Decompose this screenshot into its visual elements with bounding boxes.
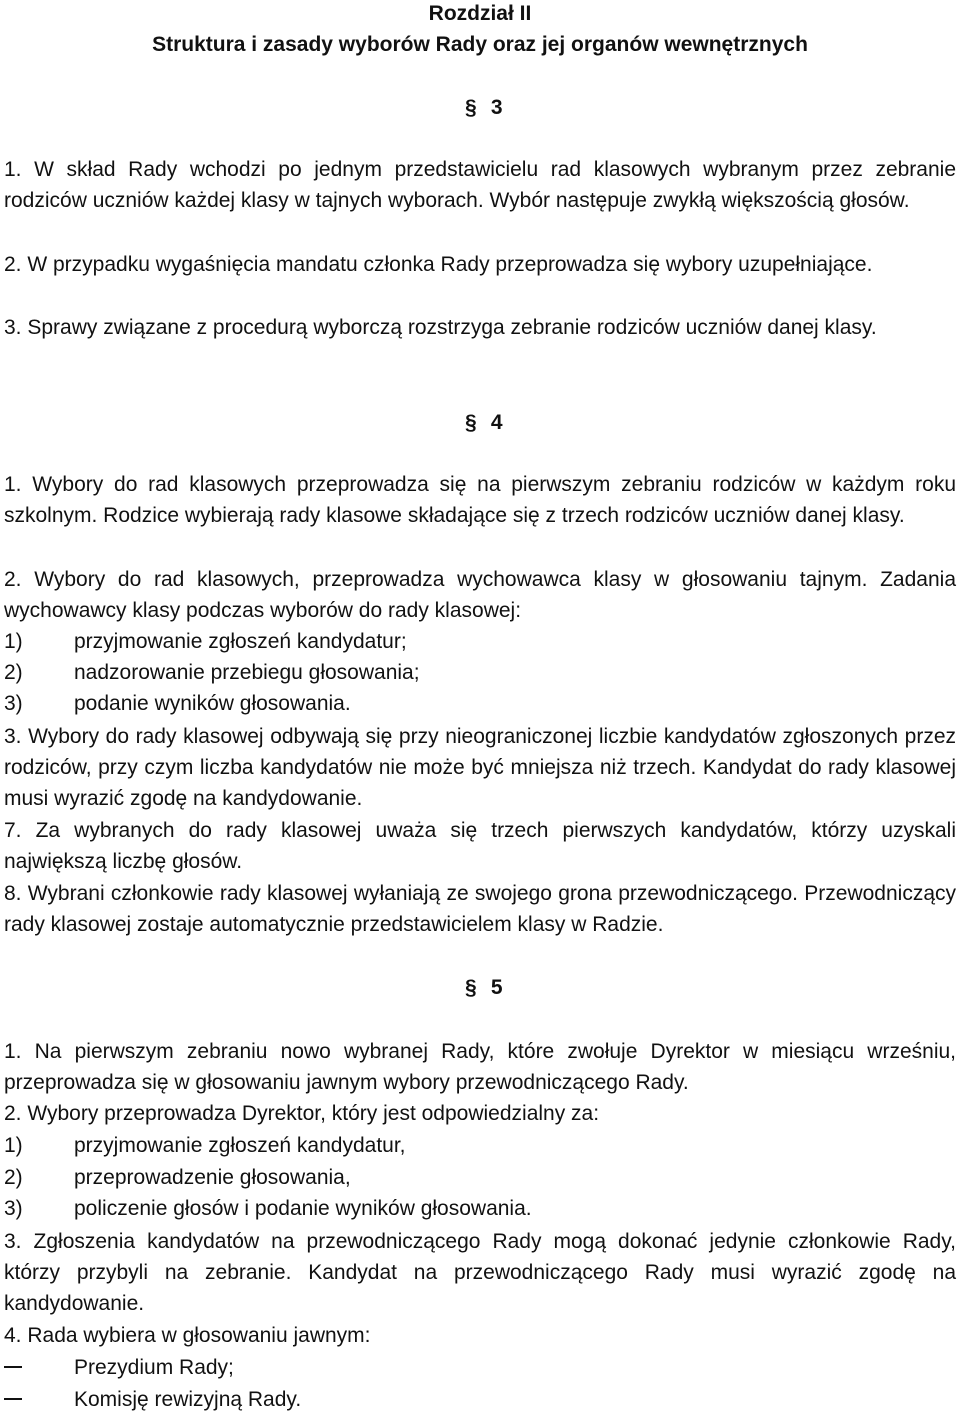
list-item-text: policzenie głosów i podanie wyników głosowania. <box>74 1197 532 1220</box>
section-number: 4 <box>490 411 503 434</box>
list-item-text: nadzorowanie przebiegu głosowania; <box>74 661 420 684</box>
list-item-number: 3) <box>4 692 23 715</box>
dash-list-item-text: Prezydium Rady; <box>74 1356 234 1379</box>
list-item-number: 2) <box>4 1166 23 1189</box>
section-heading-4 <box>465 411 503 435</box>
list-item-text: przeprowadzenie głosowania, <box>74 1166 351 1189</box>
list-item-number: 1) <box>4 630 23 653</box>
list-item <box>4 1193 956 1224</box>
section-number: 3 <box>490 96 503 119</box>
section-sign: § <box>465 976 477 999</box>
chapter-subtitle: Struktura i zasady wyborów Rady oraz jej organów wewnętrznych <box>152 33 808 56</box>
paragraph-3-1: 1. W skład Rady wchodzi po jednym przedstawicielu rad klasowych wybranym przez zebranie rodziców uczniów każdej klasy w tajnych wyborach. Wybór następuje zwykłą większością głosów. <box>4 158 956 212</box>
list-item <box>4 626 956 657</box>
paragraph-4-7: 7. Za wybranych do rady klasowej uważa się trzech pierwszych kandydatów, którzy uzyskali największą liczbę głosów. <box>4 819 956 873</box>
list-item-number: 3) <box>4 1197 23 1220</box>
list-item-text: przyjmowanie zgłoszeń kandydatur; <box>74 630 407 653</box>
list-item-text: przyjmowanie zgłoszeń kandydatur, <box>74 1134 406 1157</box>
paragraph-4-2: 2. Wybory do rad klasowych, przeprowadza wychowawca klasy w głosowaniu tajnym. Zadania wychowawcy klasy podczas wyborów do rady klasowej: <box>4 568 956 622</box>
list-item-number: 1) <box>4 1134 23 1157</box>
paragraph-4-1: 1. Wybory do rad klasowych przeprowadza się na pierwszym zebraniu rodziców w każdym roku szkolnym. Rodzice wybierają rady klasowe składające się z trzech rodziców uczniów danej klasy. <box>4 473 956 527</box>
list-item <box>4 1130 956 1161</box>
list-item <box>4 657 956 688</box>
section-heading-5 <box>465 976 503 1000</box>
dash-bullet-icon <box>4 1398 22 1400</box>
list-item <box>4 1162 956 1193</box>
section-sign: § <box>465 411 477 434</box>
paragraph-3-3: 3. Sprawy związane z procedurą wyborczą rozstrzyga zebranie rodziców uczniów danej klasy. <box>4 316 877 339</box>
paragraph-5-4: 4. Rada wybiera w głosowaniu jawnym: <box>4 1324 371 1347</box>
section-sign: § <box>465 96 477 119</box>
dash-list-item-text: Komisję rewizyjną Rady. <box>74 1388 302 1411</box>
list-item-number: 2) <box>4 661 23 684</box>
section-number: 5 <box>490 976 503 999</box>
chapter-title: Rozdział II <box>428 2 532 25</box>
paragraph-3-2: 2. W przypadku wygaśnięcia mandatu członka Rady przeprowadza się wybory uzupełniające. <box>4 253 873 276</box>
paragraph-5-2: 2. Wybory przeprowadza Dyrektor, który jest odpowiedzialny za: <box>4 1102 600 1125</box>
paragraph-4-3: 3. Wybory do rady klasowej odbywają się przy nieograniczonej liczbie kandydatów zgłoszonych przez rodziców, przy czym liczba kandydatów nie może być mniejsza niż trzech. Kandydat do rady klasowej musi wyrazić zgodę na kandydowanie. <box>4 725 956 810</box>
dash-bullet-icon <box>4 1366 22 1368</box>
paragraph-5-1: 1. Na pierwszym zebraniu nowo wybranej Rady, które zwołuje Dyrektor w miesiącu wrześniu, przeprowadza się w głosowaniu jawnym wybory przewodniczącego Rady. <box>4 1040 956 1094</box>
list-item <box>4 688 956 719</box>
section-heading-3 <box>465 96 503 120</box>
paragraph-5-3: 3. Zgłoszenia kandydatów na przewodniczącego Rady mogą dokonać jedynie członkowie Rady, którzy przybyli na zebranie. Kandydat na przewodniczącego Rady musi wyrazić zgodę na kandydowanie. <box>4 1230 956 1315</box>
paragraph-4-8: 8. Wybrani członkowie rady klasowej wyłaniają ze swojego grona przewodniczącego. Przewodniczący rady klasowej zostaje automatycznie przedstawicielem klasy w Radzie. <box>4 882 956 936</box>
list-item-text: podanie wyników głosowania. <box>74 692 351 715</box>
